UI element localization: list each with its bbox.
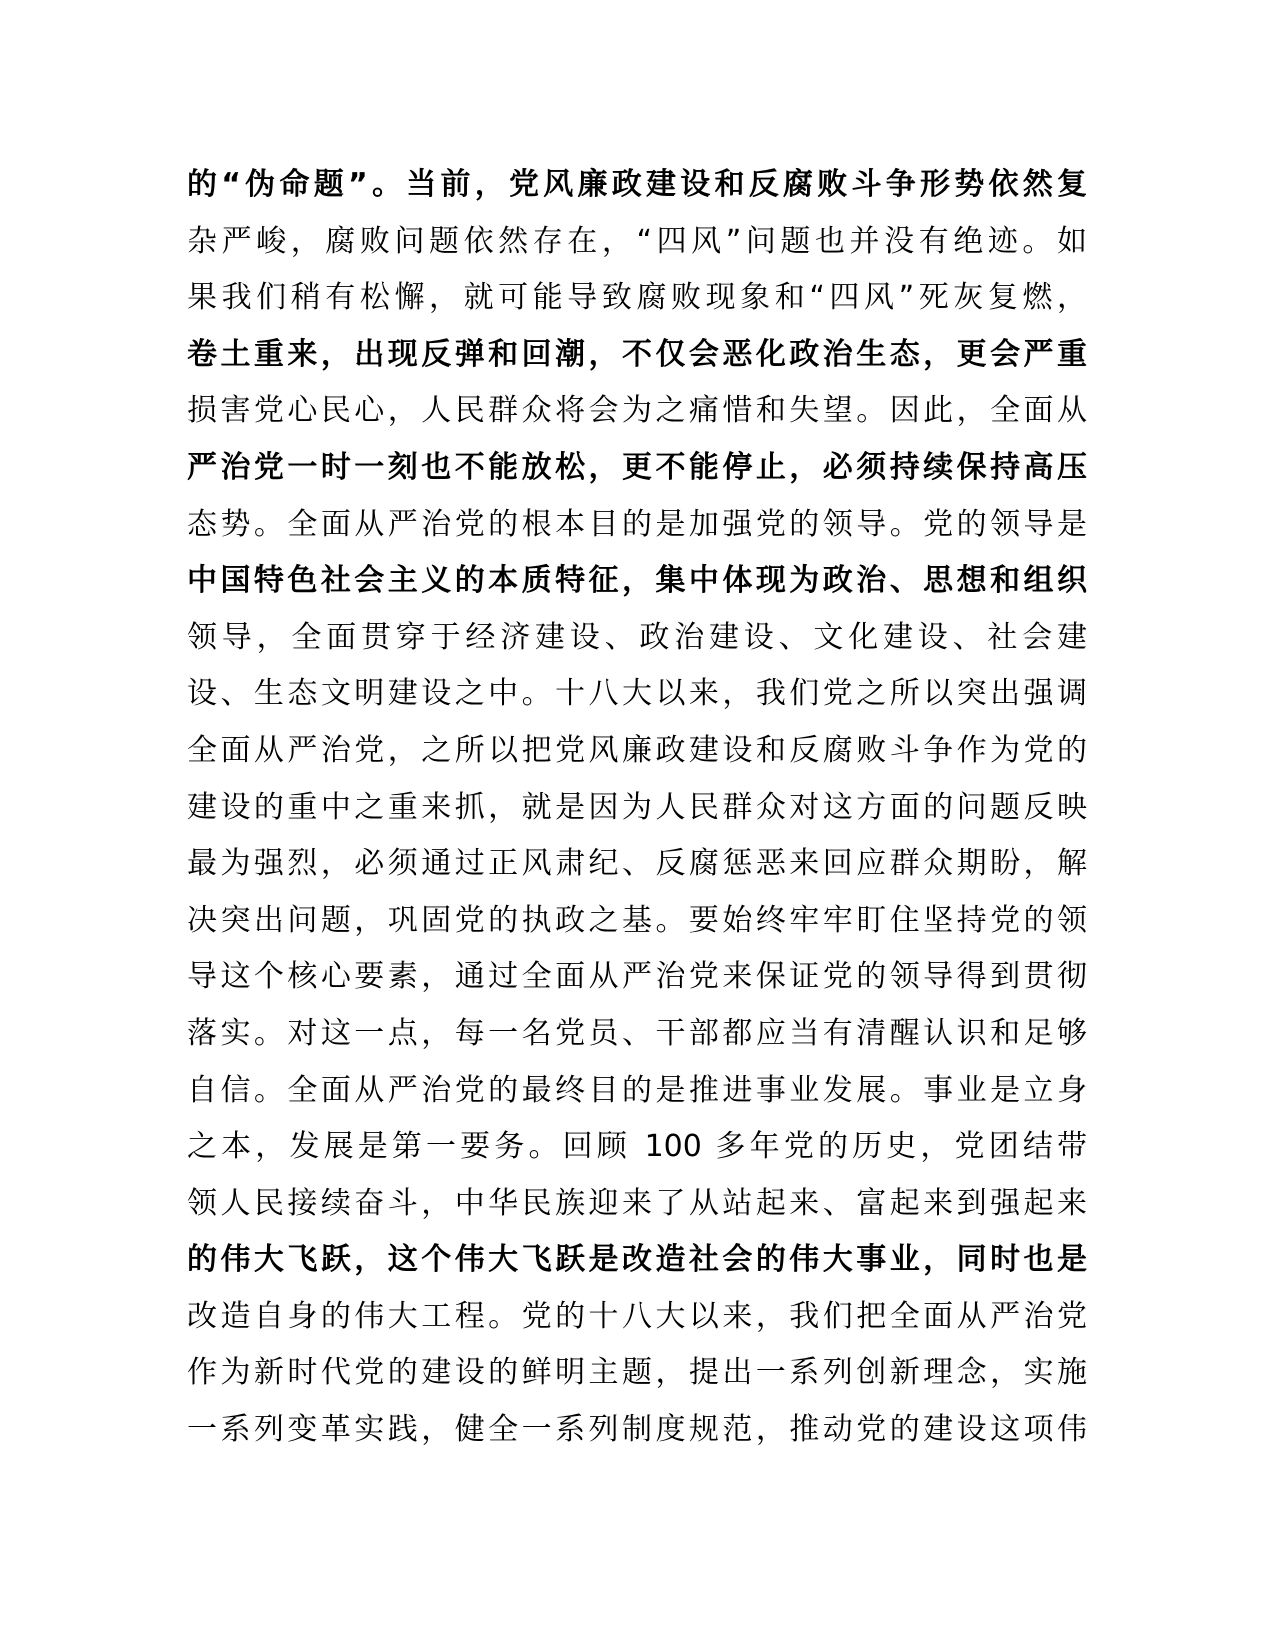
text-line-19: 领人民接续奋斗，中华民族迎来了从站起来、富起来到强起来 xyxy=(187,1185,1087,1221)
text-line-7: 态势。全面从严治党的根本目的是加强党的领导。党的领导是 xyxy=(187,506,1087,542)
text-line-13: 最为强烈，必须通过正风肃纪、反腐惩恶来回应群众期盼，解 xyxy=(187,846,1087,882)
text-line-6: 严治党一时一刻也不能放松，更不能停止，必须持续保持高压 xyxy=(187,449,1087,485)
text-line-1: 的“伪命题”。当前，党风廉政建设和反腐败斗争形势依然复 xyxy=(187,167,1087,202)
body-paragraph xyxy=(187,157,1087,1459)
text-line-23: 一系列变革实践，健全一系列制度规范，推动党的建设这项伟 xyxy=(187,1412,1087,1448)
text-line-18: 之本，发展是第一要务。回顾 100 多年党的历史，党团结带 xyxy=(187,1129,1087,1165)
text-line-10: 设、生态文明建设之中。十八大以来，我们党之所以突出强调 xyxy=(187,676,1087,712)
text-line-22: 作为新时代党的建设的鲜明主题，提出一系列创新理念，实施 xyxy=(187,1355,1087,1391)
text-line-9: 领导，全面贯穿于经济建设、政治建设、文化建设、社会建 xyxy=(187,619,1087,655)
text-line-11: 全面从严治党，之所以把党风廉政建设和反腐败斗争作为党的 xyxy=(187,732,1087,768)
text-line-16: 落实。对这一点，每一名党员、干部都应当有清醒认识和足够 xyxy=(187,1015,1087,1051)
text-line-14: 决突出问题，巩固党的执政之基。要始终牢牢盯住坚持党的领 xyxy=(187,902,1087,938)
text-line-12: 建设的重中之重来抓，就是因为人民群众对这方面的问题反映 xyxy=(187,789,1087,825)
text-line-8: 中国特色社会主义的本质特征，集中体现为政治、思想和组织 xyxy=(187,563,1087,599)
text-line-17: 自信。全面从严治党的最终目的是推进事业发展。事业是立身 xyxy=(187,1072,1087,1108)
text-line-2: 杂严峻，腐败问题依然存在，“四风”问题也并没有绝迹。如 xyxy=(187,223,1087,259)
text-line-3: 果我们稍有松懈，就可能导致腐败现象和“四风”死灰复燃， xyxy=(187,280,1087,316)
text-line-5: 损害党心民心，人民群众将会为之痛惜和失望。因此，全面从 xyxy=(187,393,1087,429)
text-line-4: 卷土重来，出现反弹和回潮，不仅会恶化政治生态，更会严重 xyxy=(187,336,1087,372)
text-line-21: 改造自身的伟大工程。党的十八大以来，我们把全面从严治党 xyxy=(187,1298,1087,1334)
text-line-15: 导这个核心要素，通过全面从严治党来保证党的领导得到贯彻 xyxy=(187,959,1087,995)
text-line-20: 的伟大飞跃，这个伟大飞跃是改造社会的伟大事业，同时也是 xyxy=(187,1242,1087,1278)
